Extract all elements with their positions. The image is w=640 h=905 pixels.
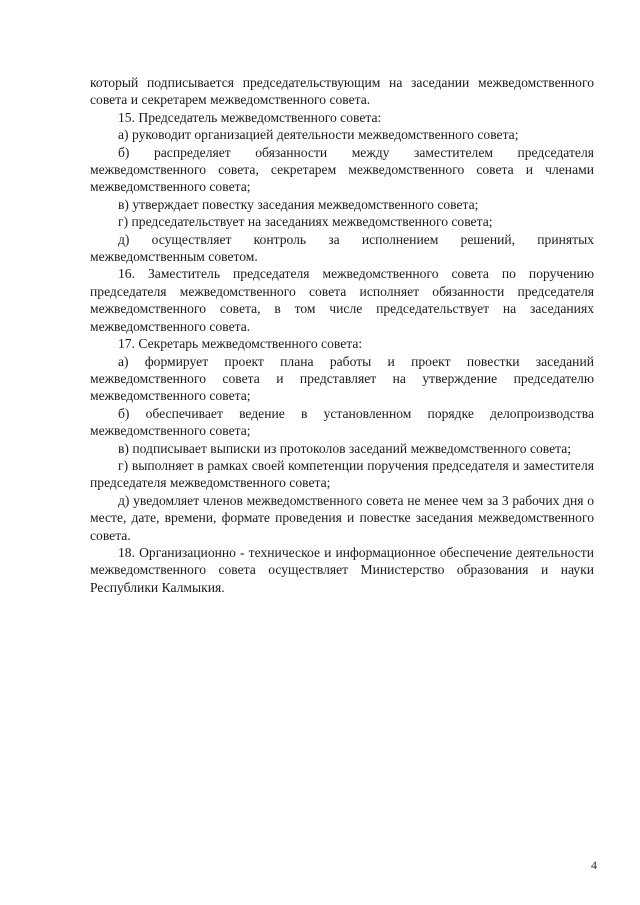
paragraph-item-15d: д) осуществляет контроль за исполнением решений, принятых межведомственным советом. <box>90 231 594 265</box>
paragraph-item-17a: а) формирует проект плана работы и проект повестки заседаний межведомственного совета и представляет на утверждение председателю межведомственного совета; <box>90 353 594 404</box>
paragraph-item-17: 17. Секретарь межведомственного совета: <box>118 336 363 352</box>
paragraph-item-17b: б) обеспечивает ведение в установленном порядке делопроизводства межведомственного совета; <box>90 405 594 439</box>
paragraph-item-16: 16. Заместитель председателя межведомственного совета по поручению председателя межведомственного совета исполняет обязанности председателя межведомственного совета, в том числе председательствует на заседаниях межведомственного совета. <box>90 266 594 334</box>
paragraph-item-15b: б) распределяет обязанности между заместителем председателя межведомственного совета, секретарем межведомственного совета и членами межведомственного совета; <box>90 144 594 195</box>
paragraph-item-17g: г) выполняет в рамках своей компетенции поручения председателя и заместителя председателя межведомственного совета; <box>90 457 594 491</box>
page-number: 4 <box>591 858 597 872</box>
paragraph-item-18: 18. Организационно - техническое и информационное обеспечение деятельности межведомственного совета осуществляет Министерство образования и науки Республики Калмыкия. <box>90 544 594 595</box>
paragraph-item-17d: д) уведомляет членов межведомственного совета не менее чем за 3 рабочих дня о месте, дате, времени, формате проведения и повестке заседания межведомственного совета. <box>90 492 594 543</box>
paragraph-item-15a: а) руководит организацией деятельности межведомственного совета; <box>118 127 519 143</box>
paragraph-item-15g: г) председательствует на заседаниях межведомственного совета; <box>118 214 493 230</box>
paragraph-item-17v: в) подписывает выписки из протоколов заседаний межведомственного совета; <box>118 440 572 456</box>
document-body <box>90 74 594 596</box>
paragraph-item-15v: в) утверждает повестку заседания межведомственного совета; <box>118 196 479 212</box>
paragraph-continuation: который подписывается председательствующим на заседании межведомственного совета и секретарем межведомственного совета. <box>90 75 594 108</box>
paragraph-item-15: 15. Председатель межведомственного совета: <box>118 109 382 125</box>
